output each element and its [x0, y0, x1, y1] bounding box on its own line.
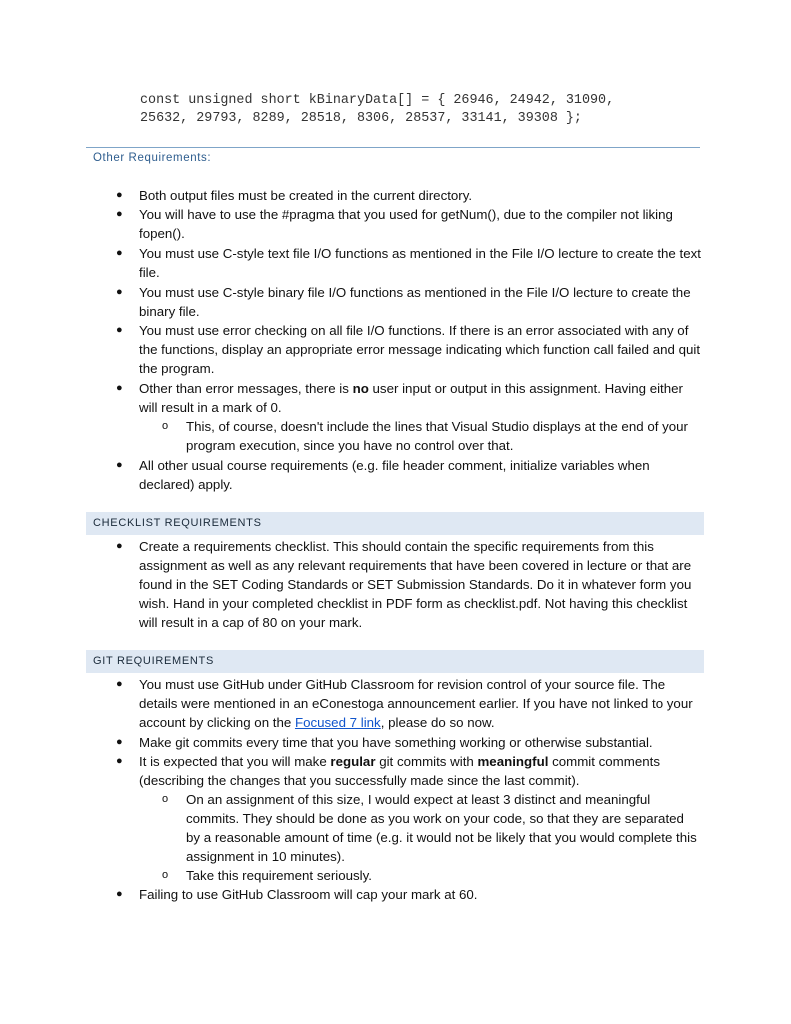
bullet-icon: ● — [116, 540, 123, 552]
list-item-text: You must use C-style binary file I/O functions as mentioned in the File I/O lecture to create the binary file. — [139, 285, 691, 319]
bullet-icon: ● — [116, 459, 123, 471]
focused-7-link[interactable]: Focused 7 link — [294, 715, 381, 730]
code-line: const unsigned short kBinaryData[] = { 26946, 24942, 31090, — [140, 93, 615, 108]
git-requirements-band — [86, 650, 704, 673]
list-item-text: You must use error checking on all file I/O functions. If there is an error associated with any of the functions, display an appropriate error message indicating which function call failed and quit the program. — [139, 323, 701, 376]
list-item-text: On an assignment of this size, I would expect at least 3 distinct and meaningful commits. They should be done as you work on your code, so that they are separated by a reasonable amount of time (e.g. it would not be likely that you would complete this assignment in 10 minutes). — [186, 792, 697, 864]
checklist-requirements-heading: CHECKLIST REQUIREMENTS — [93, 517, 262, 529]
bullet-icon: ● — [116, 286, 123, 298]
list-item-text: Both output files must be created in the current directory. — [139, 188, 473, 203]
section-divider — [86, 147, 700, 148]
list-item-text: Other than error messages, there is no user input or output in this assignment. Having either will result in a mark of 0. — [139, 381, 683, 415]
list-item-text: You must use GitHub under GitHub Classroom for revision control of your source file. The details were mentioned in an eConestoga announcement earlier. If you have not linked to your account by clicking on the Focused 7 link, please do so now. — [139, 677, 693, 730]
code-block — [140, 92, 720, 128]
list-item-text: This, of course, doesn't include the lines that Visual Studio displays at the end of your program execution, since you have no control over that. — [186, 419, 688, 453]
list-item-text: It is expected that you will make regular git commits with meaningful commit comments (describing the changes that you successfully made since the last commit). — [139, 754, 660, 788]
list-item-text: Create a requirements checklist. This should contain the specific requirements from this assignment as well as any relevant requirements that have been covered in lecture or that are found in the SET Coding Standards or SET Submission Standards. Do it in whatever form you wish. Hand in your completed checklist in PDF form as checklist.pdf. Not having this checklist will result in a cap of 80 on your mark. — [139, 539, 692, 630]
bullet-icon: ● — [116, 189, 123, 201]
sub-bullet-icon: o — [162, 869, 169, 881]
checklist-requirements-band — [86, 512, 704, 535]
bullet-icon: ● — [116, 382, 123, 394]
other-requirements-heading: Other Requirements: — [93, 152, 212, 164]
git-requirements-heading: GIT REQUIREMENTS — [93, 655, 215, 667]
bullet-icon: ● — [116, 888, 123, 900]
bullet-icon: ● — [116, 247, 123, 259]
code-line: 25632, 29793, 8289, 28518, 8306, 28537, 33141, 39308 }; — [140, 111, 582, 126]
bullet-icon: ● — [116, 678, 123, 690]
bullet-icon: ● — [116, 324, 123, 336]
list-item-text: Make git commits every time that you have something working or otherwise substantial. — [139, 735, 653, 750]
bullet-icon: ● — [116, 736, 123, 748]
list-item-text: Take this requirement seriously. — [186, 868, 372, 883]
list-item-text: All other usual course requirements (e.g. file header comment, initialize variables when declared) apply. — [139, 458, 650, 492]
list-item-text: You must use C-style text file I/O functions as mentioned in the File I/O lecture to create the text file. — [139, 246, 701, 280]
list-item-text: Failing to use GitHub Classroom will cap your mark at 60. — [139, 887, 478, 902]
bullet-icon: ● — [116, 208, 123, 220]
list-item-text: You will have to use the #pragma that you used for getNum(), due to the compiler not liking fopen(). — [139, 207, 673, 241]
bullet-icon: ● — [116, 755, 123, 767]
sub-bullet-icon: o — [162, 793, 169, 805]
sub-bullet-icon: o — [162, 420, 169, 432]
